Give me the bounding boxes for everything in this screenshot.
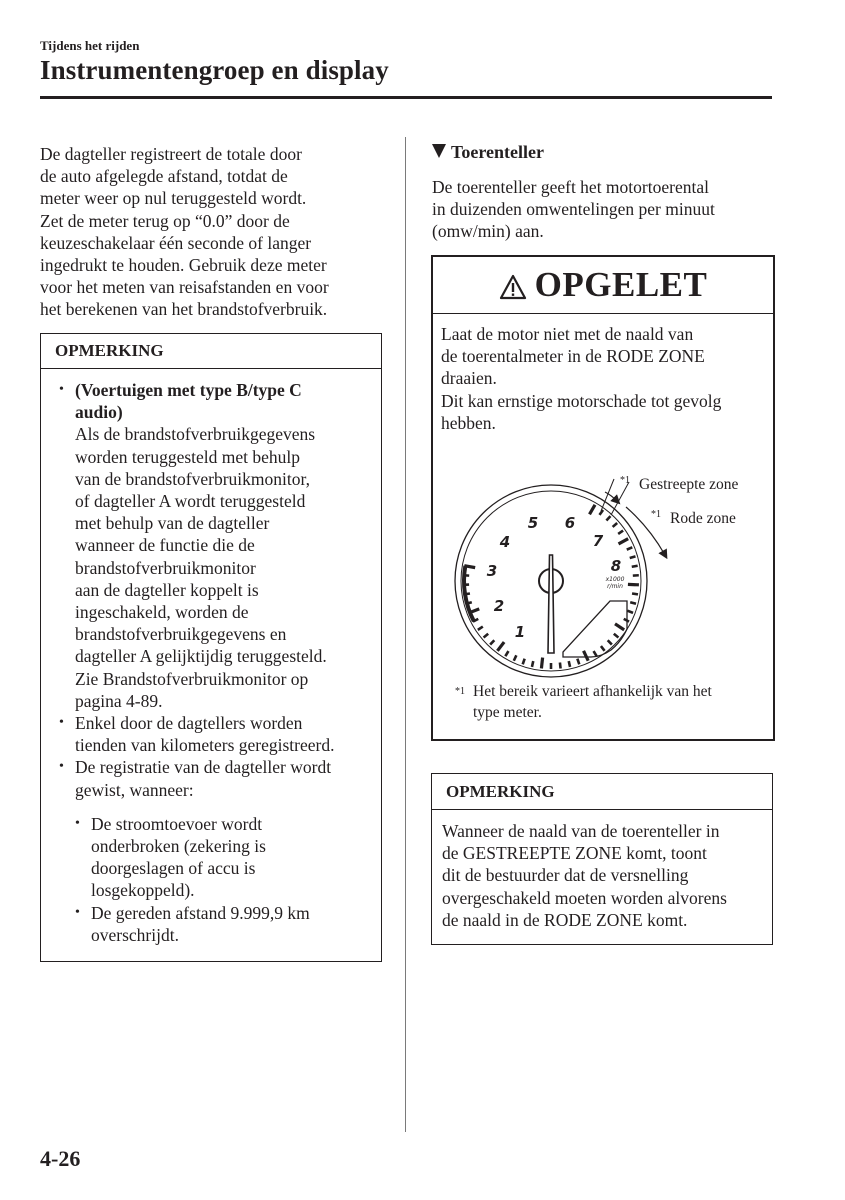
gauge-minor-tick	[560, 663, 561, 669]
text-line: De dagteller registreert de totale door	[40, 144, 302, 164]
gauge-minor-tick	[577, 659, 579, 665]
text-line: onderbroken (zekering is	[91, 836, 266, 857]
note-box-right	[431, 773, 773, 945]
text-line: type meter.	[473, 704, 542, 721]
triangle-bullet-icon	[432, 144, 446, 158]
sub-list	[59, 813, 367, 946]
text-line: meter weer op nul teruggesteld wordt.	[40, 188, 307, 209]
text-line: pagina 4-89.	[75, 690, 163, 711]
gauge-needle	[548, 555, 554, 653]
list-item	[59, 379, 367, 712]
text-line: worden teruggesteld met behulp	[75, 446, 301, 467]
note-heading: OPMERKING	[41, 334, 381, 369]
gauge-number: 3	[486, 562, 498, 580]
text-line: ingedrukt te houden. Gebruik deze meter	[40, 255, 327, 276]
gauge-minor-tick	[569, 661, 570, 667]
text-line: ingeschakeld, worden de	[75, 602, 249, 623]
text-line: draaien.	[441, 368, 497, 389]
text-line: dagteller A gelijktijdig teruggesteld.	[75, 646, 327, 667]
text-line: van de brandstofverbruikmonitor,	[75, 468, 311, 489]
tachometer-illustration	[433, 257, 773, 739]
text-line: Zie Brandstofverbruikmonitor op	[75, 668, 309, 689]
text-line: • De stroomtoevoer wordt	[91, 813, 263, 834]
gauge-major-tick	[541, 658, 542, 669]
gauge-minor-tick	[630, 556, 636, 558]
page-number: 4-26	[40, 1146, 81, 1171]
sub-list-item	[75, 813, 367, 902]
text-line: in duizenden omwentelingen per minuut	[432, 199, 715, 220]
text-line: Laat de motor niet met de naald van	[441, 324, 694, 344]
gauge-minor-tick	[632, 593, 638, 594]
gauge-number: 5	[527, 514, 539, 532]
note-heading: OPMERKING	[432, 774, 772, 810]
text-line: De toerenteller geeft het motortoerental	[432, 177, 709, 197]
text-line: brandstofverbruikgegevens en	[75, 624, 287, 645]
gauge-number: 7	[592, 532, 604, 550]
text-line: Als de brandstofverbruikgegevens	[75, 424, 316, 445]
text-line: (omw/min) aan.	[432, 221, 544, 242]
caution-box	[431, 255, 775, 741]
text-line: tienden van kilometers geregistreerd.	[75, 735, 335, 756]
note-box-left	[40, 333, 382, 962]
text-line: Dit kan ernstige motorschade tot gevolg	[441, 390, 722, 411]
text-line: de auto afgelegde afstand, totdat de	[40, 166, 288, 187]
gauge-number: 2	[493, 597, 505, 615]
text-line: de toerentalmeter in de RODE ZONE	[441, 346, 705, 367]
gauge-minor-tick	[630, 602, 636, 604]
text-line: de naald in de RODE ZONE komt.	[442, 909, 688, 930]
gauge-number: 4	[499, 533, 511, 551]
text-line: wanneer de functie die de	[75, 535, 255, 556]
text-line: • (Voertuigen met type B/type C	[75, 380, 302, 400]
striped-zone-label: Gestreepte zone	[639, 476, 739, 493]
text-line: voor het meten van reisafstanden en voor	[40, 277, 329, 298]
text-line: keuzeschakelaar één seconde of langer	[40, 232, 312, 253]
gauge-minor-tick	[632, 566, 638, 567]
page-title: Instrumentengroep en display	[40, 55, 389, 85]
caution-title: OPGELET	[534, 265, 708, 304]
text-line: de GESTREEPTE ZONE komt, toont	[442, 843, 707, 864]
heading-text: Toerenteller	[451, 142, 544, 162]
red-zone-label: Rode zone	[670, 510, 736, 527]
daily-counter-paragraph	[40, 143, 380, 321]
text-line: gewist, wanneer:	[75, 779, 194, 800]
text-line: overgeschakeld moeten worden alvorens	[442, 887, 727, 908]
footnote-text	[473, 681, 763, 723]
text-line: brandstofverbruikmonitor	[75, 557, 256, 578]
column-divider	[405, 137, 406, 1132]
tachometer-heading	[432, 142, 544, 163]
footnote	[455, 681, 765, 721]
gauge-minor-tick	[523, 659, 525, 665]
text-line: • De registratie van de dagteller wordt	[75, 757, 332, 778]
text-line: audio)	[75, 402, 123, 423]
footnote-mark: *1	[651, 509, 661, 520]
note-body	[41, 369, 381, 946]
gauge-unit-top: x1000	[605, 576, 625, 583]
text-line: met behulp van de dagteller	[75, 513, 270, 534]
gauge-number: 6	[564, 514, 576, 532]
text-line: dit de bestuurder dat de versnelling	[442, 865, 689, 886]
text-line: Wanneer de naald van de toerenteller in	[442, 821, 720, 841]
section-label: Tijdens het rijden	[40, 38, 140, 53]
text-line: hebben.	[441, 412, 496, 433]
text-line: Het bereik varieert afhankelijk van het	[473, 683, 712, 700]
gauge-minor-tick	[532, 661, 533, 667]
text-line: Zet de meter terug op “0.0” door de	[40, 210, 290, 231]
text-line: overschrijdt.	[91, 924, 179, 945]
text-line: losgekoppeld).	[91, 880, 195, 901]
list-item	[59, 712, 367, 756]
text-line: het berekenen van het brandstofverbruik.	[40, 299, 328, 320]
gauge-number: 1	[514, 623, 526, 641]
text-line: • De gereden afstand 9.999,9 km	[91, 902, 310, 923]
gauge-unit-bottom: r/min	[607, 583, 623, 590]
footnote-mark: *1	[455, 686, 465, 697]
footnote-mark: *1	[620, 475, 630, 486]
list-item	[59, 756, 367, 800]
tachometer-paragraph	[432, 176, 772, 243]
gauge-number: 8	[610, 557, 622, 575]
note-body	[432, 810, 772, 931]
text-line: aan de dagteller koppelt is	[75, 579, 259, 600]
text-line: doorgeslagen of accu is	[91, 858, 256, 879]
sub-list-item	[75, 902, 367, 946]
text-line: of dagteller A wordt teruggesteld	[75, 491, 306, 512]
title-rule	[40, 96, 772, 99]
text-line: • Enkel door de dagtellers worden	[75, 713, 303, 734]
